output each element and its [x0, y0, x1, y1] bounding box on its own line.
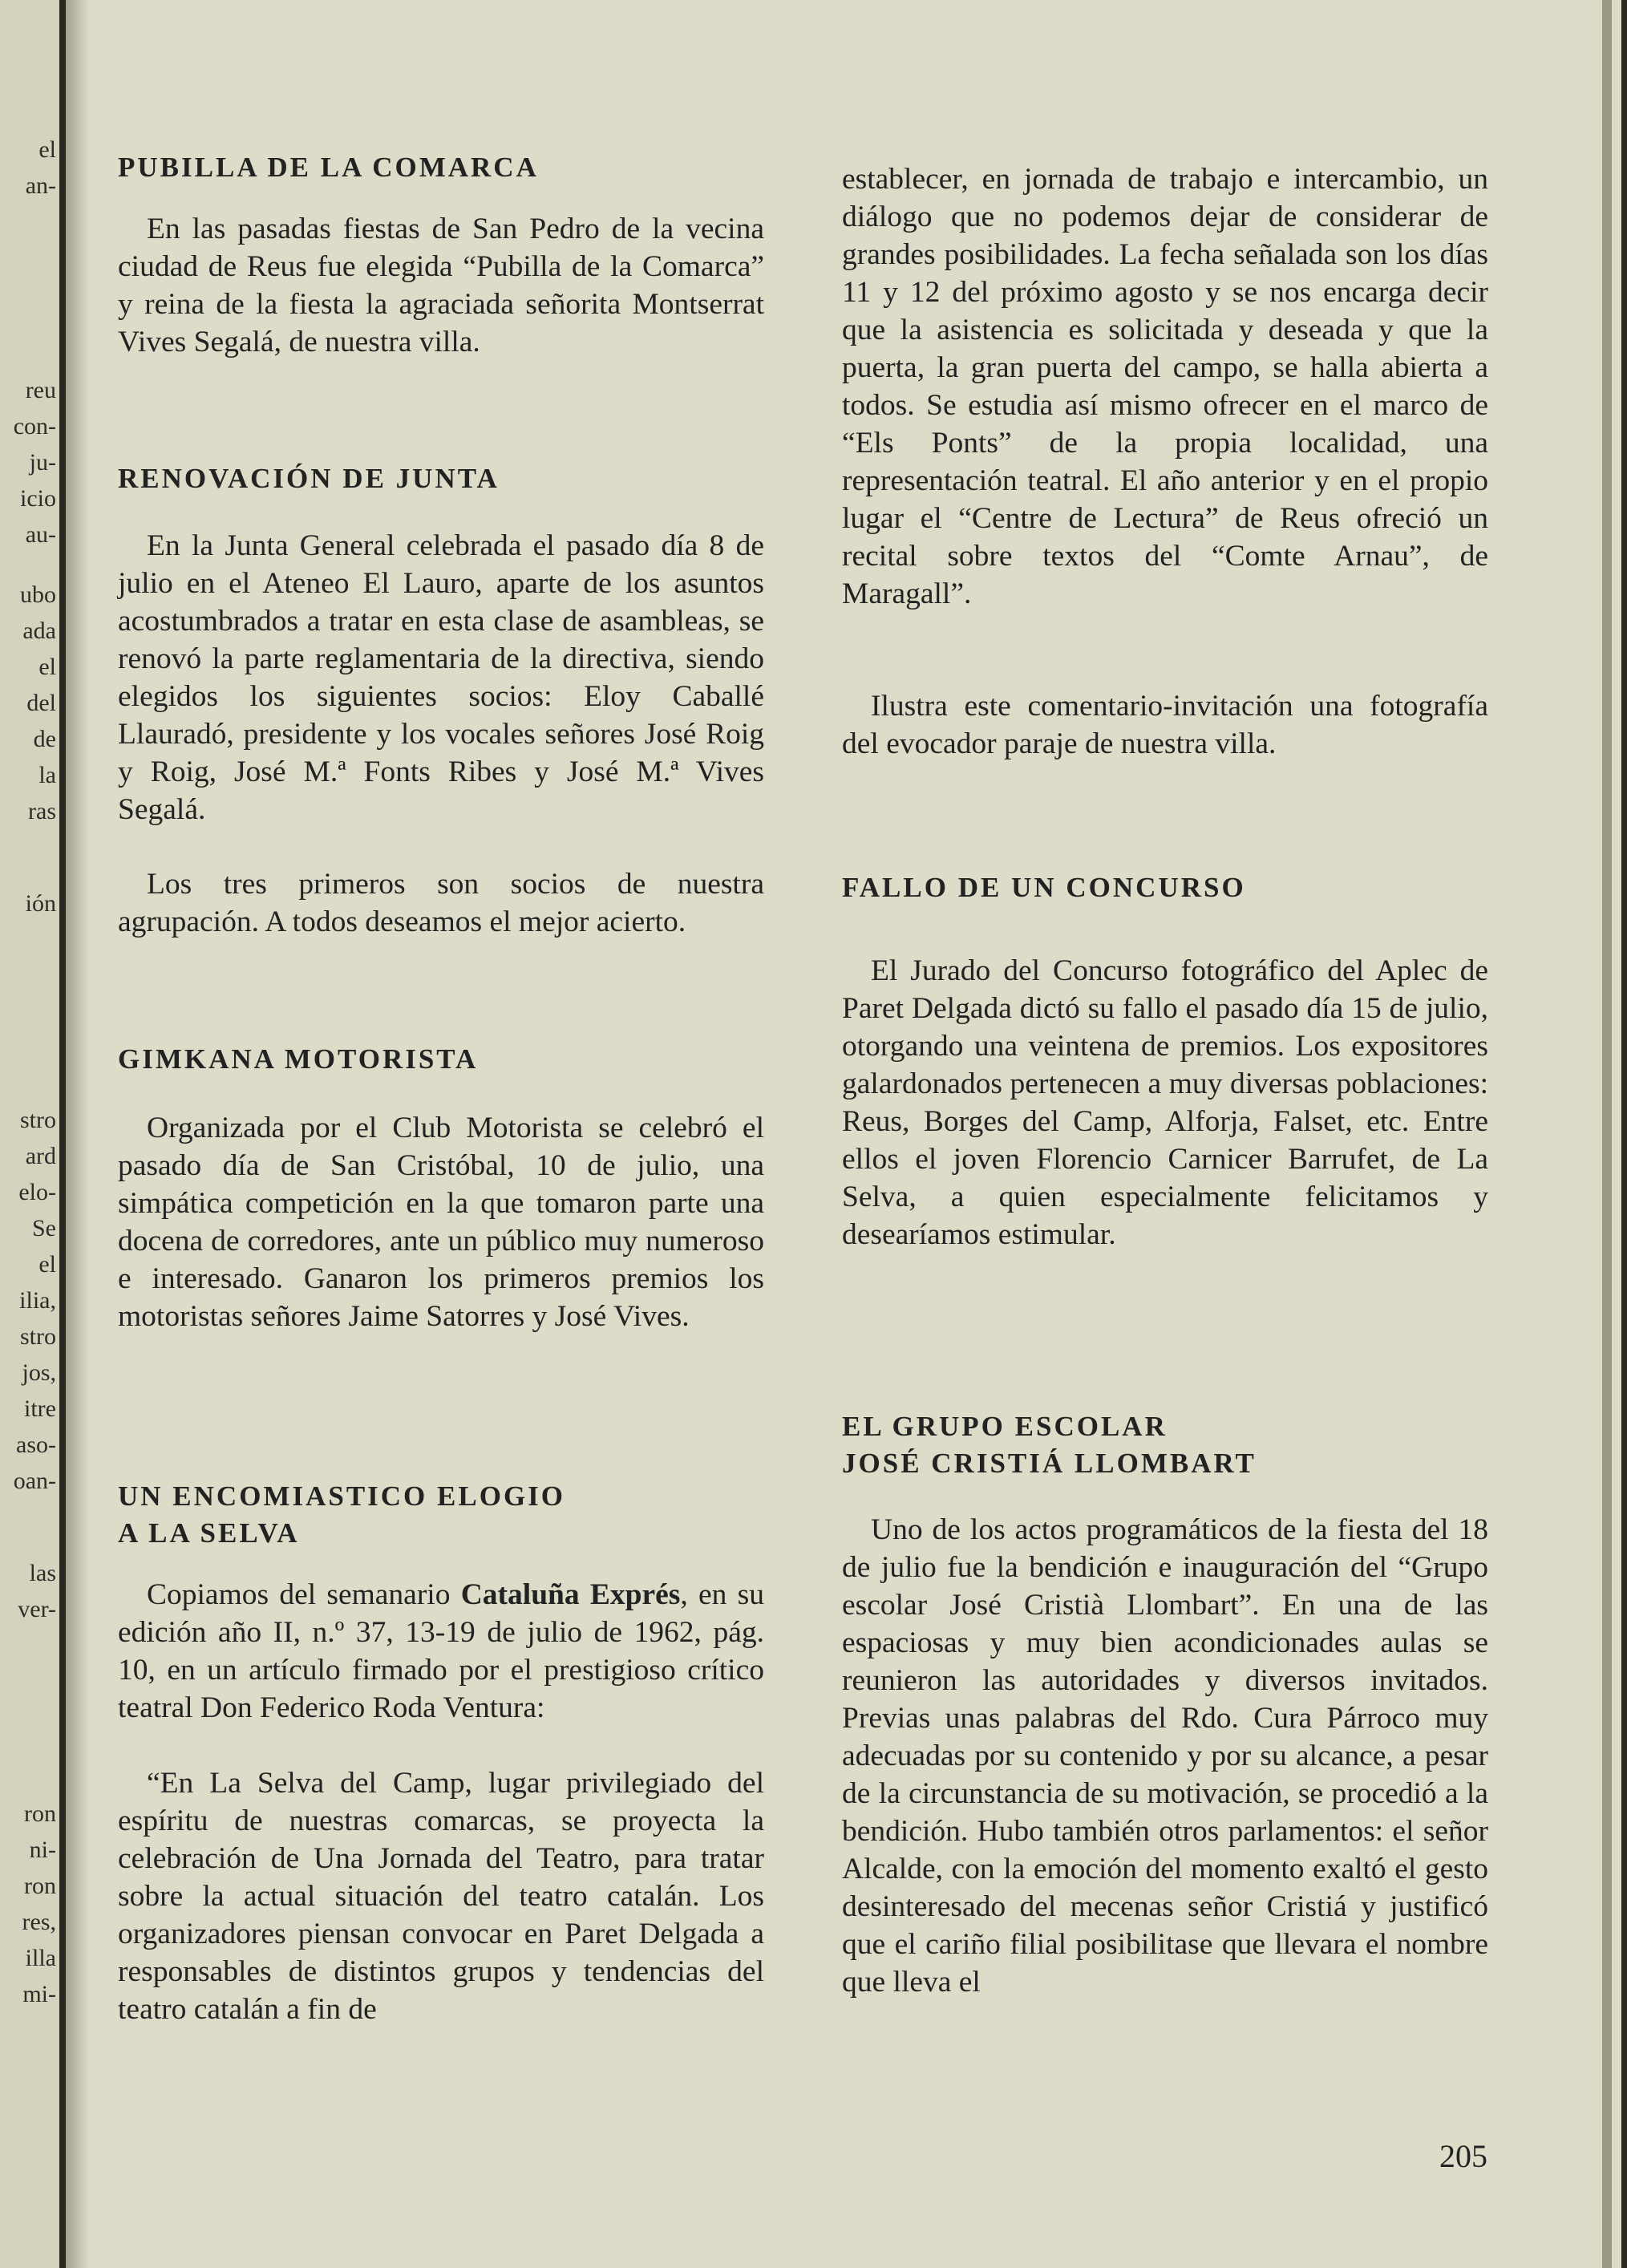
heading-renovacion: RENOVACIÓN DE JUNTA	[118, 463, 500, 494]
previous-page-text-fragment: las	[29, 1560, 56, 1586]
paragraph-renovacion-1: En la Junta General celebrada el pasado día 8 de julio en el Ateneo El Lauro, aparte de los asuntos acostumbrados a tratar en esta clase de asambleas, se renovó la parte reglamentaria de la directiva, siendo elegidos los siguientes socios: Eloy Caballé Llauradó, presidente y los vocales señores José Roig y Roig, José M.ª Fonts Ribes y José M.ª Vives Segalá.	[118, 529, 764, 826]
heading-encomiastico-line1: UN ENCOMIASTICO ELOGIO	[118, 1480, 566, 1512]
left-column	[118, 0, 764, 2268]
heading-grupo-line2: JOSÉ CRISTIÁ LLOMBART	[842, 1448, 1257, 1479]
previous-page-text-fragment: de	[33, 726, 56, 752]
previous-page-text-fragment: mi-	[22, 1981, 56, 2007]
previous-page-text-fragment: el	[38, 654, 56, 680]
paragraph-renovacion-2: Los tres primeros son socios de nuestra agrupación. A todos deseamos el mejor acierto.	[118, 868, 764, 938]
page-right-edge	[1602, 0, 1612, 2268]
heading-gimkana: GIMKANA MOTORISTA	[118, 1043, 479, 1075]
previous-page-text-fragment: res,	[22, 1909, 56, 1935]
paragraph-continuation-2: Ilustra este comentario-invitación una fotografía del evocador paraje de nuestra villa.	[842, 690, 1488, 760]
page-gutter-shadow	[66, 0, 90, 2268]
previous-page-text-fragment: au-	[25, 521, 56, 548]
previous-page-text-fragment: ras	[28, 798, 56, 824]
paragraph-encomiastico-quote: “En La Selva del Camp, lugar privilegiado del espíritu de nuestras comarcas, se proyecta la celebración de Una Jornada del Teatro, para tratar sobre la actual situación del teatro catalán. Los organizadores piensan convocar en Paret Delgada a responsables de distintos grupos y tendencias del teatro catalán a fin de	[118, 1767, 764, 2026]
heading-grupo-line1: EL GRUPO ESCOLAR	[842, 1411, 1168, 1442]
previous-page-text-fragment: oan-	[13, 1468, 56, 1494]
previous-page-text-fragment: elo-	[18, 1179, 56, 1205]
previous-page-text-fragment: ilia,	[19, 1287, 56, 1314]
paragraph-grupo: Uno de los actos programáticos de la fiesta del 18 de julio fue la bendición e inauguración del “Grupo escolar José Cristià Llombart”. En una de las espaciosas y muy bien acondicionades aulas se reunieron las autoridades y diversos invitados. Previas unas palabras del Rdo. Cura Párroco muy adecuadas por su contenido y por su alcance, a pesar de la circunstancia de su motivación, se procedió a la bendición. Hubo también otros parlamentos: el señor Alcalde, con la emoción del momento exaltó el gesto desinteresado del mecenas señor Cristiá y justificó que el cariño filial posibilitase que llevara el nombre que lleva el	[842, 1513, 1488, 1999]
previous-page-text-fragment: ver-	[18, 1596, 56, 1622]
previous-page-text-fragment: ada	[22, 618, 56, 644]
previous-page-text-fragment: ron	[24, 1873, 56, 1899]
paragraph-continuation-1: establecer, en jornada de trabajo e intercambio, un diálogo que no podemos dejar de considerar de grandes posibilidades. La fecha señalada son los días 11 y 12 del próximo agosto y se nos encarga decir que la asistencia es solicitada y deseada y que la puerta, la gran puerta del campo, se halla abierta a todos. Se estudia así mismo ofrecer en el marco de “Els Ponts” de la propia localidad, una representación teatral. El año anterior y en el propio lugar el “Centre de Lectura” de Reus ofreció un recital sobre textos del “Comte Arnau”, de Maragall”.	[842, 163, 1488, 610]
previous-page-text-fragment: stro	[20, 1107, 56, 1133]
previous-page-text-fragment: Se	[32, 1215, 56, 1241]
previous-page-text-fragment: icio	[20, 485, 56, 512]
previous-page-text-fragment: aso-	[16, 1432, 56, 1458]
paragraph-gimkana: Organizada por el Club Motorista se celebró el pasado día de San Cristóbal, 10 de julio, una simpática competición en la que tomaron parte una docena de corredores, ante un público muy numeroso e interesado. Ganaron los primeros premios los motoristas señores Jaime Satorres y José Vives.	[118, 1112, 764, 1333]
previous-page-text-fragment: el	[38, 1251, 56, 1278]
previous-page-text-fragment: ron	[24, 1800, 56, 1827]
paragraph-pubilla: En las pasadas fiestas de San Pedro de la vecina ciudad de Reus fue elegida “Pubilla de la Comarca” y reina de la fiesta la agraciada señorita Montserrat Vives Segalá, de nuestra villa.	[118, 213, 764, 358]
heading-encomiastico-line2: A LA SELVA	[118, 1517, 300, 1549]
previous-page-text-fragment: jos,	[22, 1359, 56, 1386]
previous-page-text-fragment: con-	[13, 413, 56, 439]
publication-name: Cataluña Exprés	[460, 1578, 681, 1611]
previous-page-text-fragment: illa	[25, 1945, 56, 1971]
right-column	[842, 0, 1488, 2268]
previous-page-text-fragment: ni-	[29, 1837, 56, 1863]
previous-page-text-fragment: ju-	[29, 449, 56, 476]
previous-page-text-fragment: la	[38, 762, 56, 788]
previous-page-text-fragment: stro	[20, 1323, 56, 1350]
previous-page-text-fragment: el	[38, 136, 56, 163]
previous-page-text-fragment: ubo	[20, 581, 56, 608]
previous-page-text-fragment: ión	[25, 890, 56, 917]
previous-page-text-fragment: del	[26, 690, 56, 716]
paragraph-encomiastico-intro: Copiamos del semanario Cataluña Exprés, en su edición año II, n.º 37, 13-19 de julio de 1962, pág. 10, en un artículo firmado por el prestigioso crítico teatral Don Federico Roda Ventura:	[118, 1578, 764, 1724]
previous-page-text-fragment: reu	[25, 377, 56, 403]
previous-page-text-fragment: ard	[25, 1143, 56, 1169]
page-number: 205	[1439, 2138, 1487, 2174]
previous-page-text-fragment: itre	[24, 1395, 56, 1422]
previous-page-edge	[0, 0, 59, 2268]
previous-page-text-fragment: an-	[25, 172, 56, 199]
heading-fallo: FALLO DE UN CONCURSO	[842, 872, 1246, 903]
heading-pubilla: PUBILLA DE LA COMARCA	[118, 152, 539, 183]
paragraph-fallo: El Jurado del Concurso fotográfico del Aplec de Paret Delgada dictó su fallo el pasado día 15 de julio, otorgando una veintena de premios. Los expositores galardonados pertenecen a muy diversas poblaciones: Reus, Borges del Camp, Alforja, Falset, etc. Entre ellos el joven Florencio Carnicer Barrufet, de La Selva, a quien especialmente felicitamos y desearíamos estimular.	[842, 954, 1488, 1251]
